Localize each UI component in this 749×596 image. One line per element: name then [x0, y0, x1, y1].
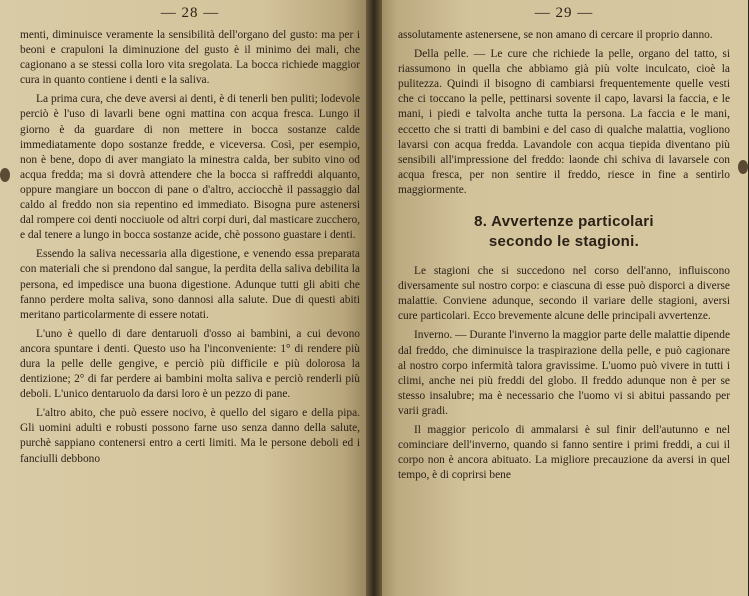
page-body	[398, 28, 730, 483]
page-number: — 28 —	[160, 5, 220, 21]
paragraph	[398, 328, 730, 419]
page-number: — 29 —	[534, 5, 594, 21]
paragraph: Le stagioni che si succedono nel corso dell'anno, influiscono diversamente sul nostro corpo: e ciascuna di esse può disporci a diverse malattie. Conviene adunque, secondo il variare delle stagioni, aversi cure particolari. Ecco brevemente alcune delle principali avvertenze.	[398, 265, 730, 323]
paragraph: assolutamente astenersene, se non amano di cercare il proprio danno.	[398, 29, 713, 41]
section-heading	[398, 212, 730, 252]
heading-line: 8. Avvertenze particolari	[474, 213, 654, 231]
heading-line: secondo le stagioni.	[488, 233, 640, 251]
section-label: Inverno.	[414, 329, 453, 342]
paragraph: Essendo la saliva necessaria alla digestione, e venendo essa preparata con materiali che si prendono dal sangue, la perdita della saliva debilita la persona, ed impedisce una buona digestione. Adunque tutti gli abiti che fanno perdere molta saliva, sono dannosi alla salute. Due di questi abiti meritano particolarmente di essere notati.	[20, 248, 360, 321]
paragraph: Il maggior pericolo di ammalarsi è sul finir dell'autunno e nel cominciare dell'inverno, quando si fanno sentire i primi freddi, a cui il corpo non è ancora abituato. La migliore precauzione da aversi in quel tempo, è di coprirsi bene	[398, 423, 730, 482]
paragraph-text: — Durante l'inverno la maggior parte delle malattie dipende dal freddo, che diminuisce la traspirazione della pelle, e può cagionare al nostro corpo infermità talora gravissime. L'uomo può vivere in tutti i climi, anche nei più freddi del globo. Il freddo adunque non è per se stesso insalubre; ma è necessario che l'uomo vi si abitui passando per varii gradi.	[398, 329, 730, 417]
paragraph: La prima cura, che deve aversi ai denti, è di tenerli ben puliti; lodevole perciò è l'uso di lavarli bene ogni mattina con acqua fresca. Lungo il giorno è da guardare di non mettere in bocca sostanze calde immediatamente dopo sostanze fredde, e viceversa. Così, per esempio, non è bene, dopo di aver mangiato la minestra calda, ber subito vino od acqua fredda; ma si dovrà attendere che la bocca si raffreddi alquanto, oppure mangiare un boccon di pane o d'altro, acciocchè il passaggio dal caldo al freddo non sia repentino ed immediato. Bisogna pure astenersi dal rompere coi denti nocciuole od altri corpi duri, dal masticare zucchero, e dal tenere a lungo in bocca sostanze acide, chè possono guastare i denti.	[20, 93, 360, 242]
paragraph: L'uno è quello di dare dentaruoli d'osso ai bambini, a cui devono ancora spuntare i denti. Questo uso ha l'inconveniente: 1° di rendere più dura la pelle delle gengive, e perciò più difficile e più dolorosa la dentizione; 2° di far perdere ai bambini molta saliva e perciò renderli più deboli. L'unico dentaruolo da darsi loro è un pezzo di pane.	[20, 327, 360, 401]
paragraph	[398, 47, 730, 198]
binding-hole	[738, 160, 748, 174]
paragraph-text: — Le cure che richiede la pelle, organo del tatto, si riassumono in quella che abbiamo già più volte inculcato, cioè la pulitezza. Quindi il bisogno di cambiarsi frequentemente quelle vesti che ci toccano la pelle, pettinarsi sovente il capo, lavarsi la faccia, e le mani, i piedi e talvolta anche tutta la persona. La faccia e le mani, eccetto che si tratti di bambini e del caso di qualche malattia, vogliono lavarsi con acqua fredda. Lavandole con acqua tiepida diventano più sensibili all'impressione del freddo: laonde chi schiva di lavarsele con acqua fresca, per non sentire il freddo, riesce in fine a sentirlo maggiormente.	[398, 48, 730, 196]
left-page	[0, 0, 374, 596]
book-gutter	[366, 0, 382, 596]
right-page	[374, 0, 748, 596]
paragraph: L'altro abito, che può essere nocivo, è quello del sigaro e della pipa. Gli uomini adulti e robusti possono farne uso senza danno della salute, purchè sappiano contenersi entro a certi limiti. Ma le persone deboli ed i fanciulli debbono	[20, 407, 360, 465]
binding-hole	[0, 168, 10, 182]
paragraph: menti, diminuisce veramente la sensibilità dell'organo del gusto: ma per i beoni e crapuloni la diminuzione del gusto è il minimo dei mali, che cagionano a se stessi colla loro vita sregolata. La bocca richiede maggior cura in quanto contiene i denti e la saliva.	[20, 29, 360, 87]
section-label: Della pelle.	[414, 48, 469, 61]
page-body	[20, 28, 360, 467]
